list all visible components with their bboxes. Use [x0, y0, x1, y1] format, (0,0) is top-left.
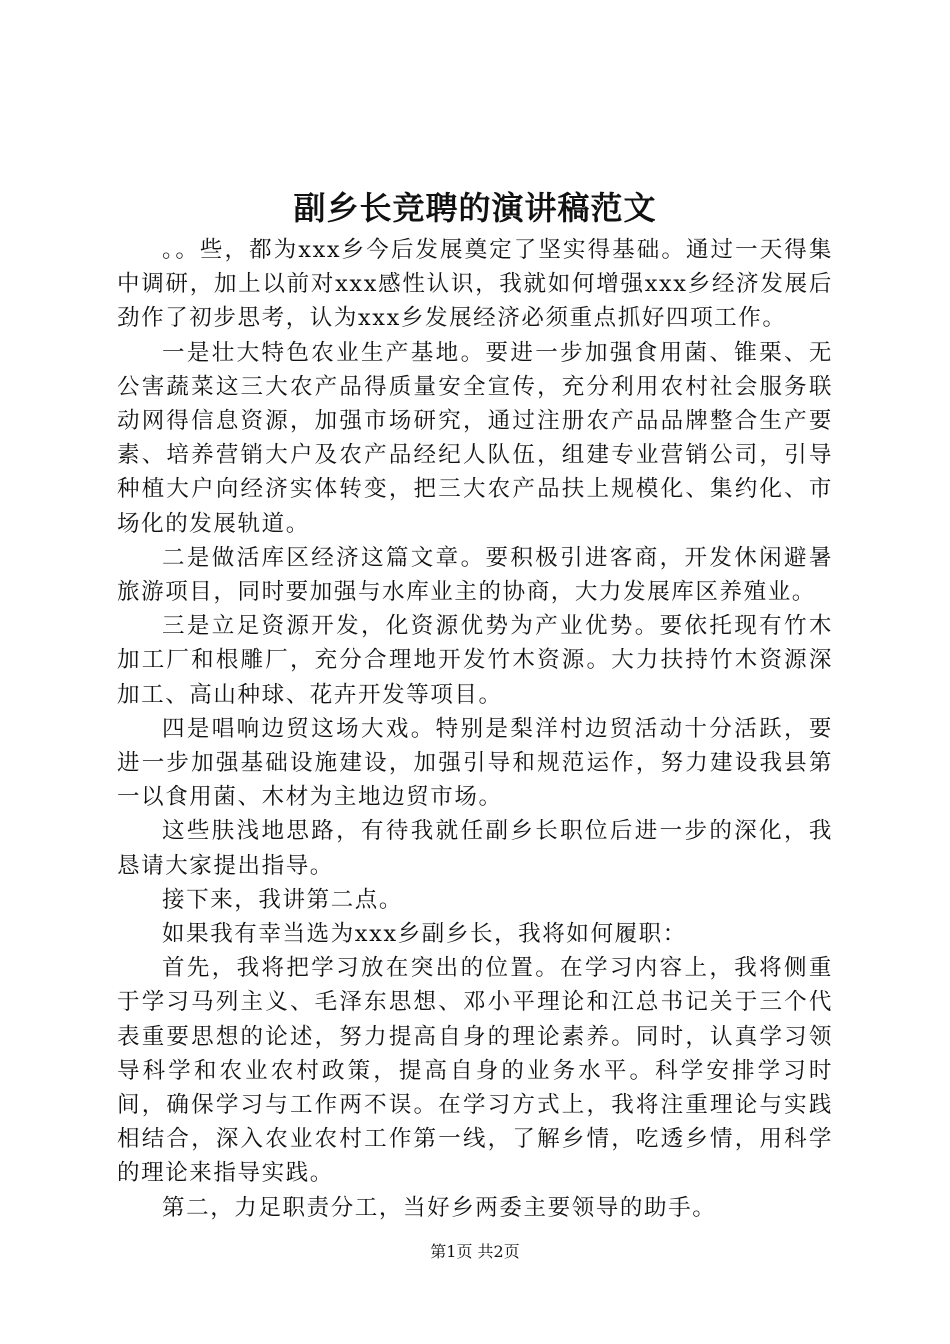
- paragraph-8: 如果我有幸当选为xxx乡副乡长，我将如何履职：: [162, 921, 687, 948]
- paragraph-3: 二是做活库区经济这篇文章。要积极引进客商，开发休闲避暑旅游项目，同时要加强与水库业主的协商，大力发展库区养殖业。: [117, 544, 833, 606]
- page-footer: 第1页 共2页: [430, 1242, 520, 1261]
- paragraph-9: 首先，我将把学习放在突出的位置。在学习内容上，我将侧重于学习马列主义、毛泽东思想、邓小平理论和江总书记关于三个代表重要思想的论述，努力提高自身的理论素养。同时，认真学习领导科学和农业农村政策，提高自身的业务水平。科学安排学习时间，确保学习与工作两不误。在学习方式上，我将注重理论与实践相结合，深入农业农村工作第一线，了解乡情，吃透乡情，用科学的理论来指导实践。: [117, 955, 833, 1187]
- paragraph-6: 这些肤浅地思路，有待我就任副乡长职位后进一步的深化，我恳请大家提出指导。: [117, 818, 833, 879]
- document-body: [117, 233, 833, 1225]
- paragraph-4: 三是立足资源开发，化资源优势为产业优势。要依托现有竹木加工厂和根雕厂，充分合理地开发竹木资源。大力扶持竹木资源深加工、高山种球、花卉开发等项目。: [117, 613, 833, 708]
- paragraph-2: 一是壮大特色农业生产基地。要进一步加强食用菌、锥栗、无公害蔬菜这三大农产品得质量安全宣传，充分利用农村社会服务联动网得信息资源，加强市场研究，通过注册农产品品牌整合生产要素、培养营销大户及农产品经纪人队伍，组建专业营销公司，引导种植大户向经济实体转变，把三大农产品扶上规模化、集约化、市场化的发展轨道。: [117, 339, 833, 537]
- paragraph-10: 第二，力足职责分工，当好乡两委主要领导的助手。: [162, 1194, 717, 1221]
- paragraph-7: 接下来，我讲第二点。: [162, 886, 404, 913]
- paragraph-5: 四是唱响边贸这场大戏。特别是梨洋村边贸活动十分活跃，要进一步加强基础设施建设，加强引导和规范运作，努力建设我县第一以食用菌、木材为主地边贸市场。: [117, 715, 833, 811]
- paragraph-1: 。。些，都为xxx乡今后发展奠定了坚实得基础。通过一天得集中调研，加上以前对xxx感性认识，我就如何增强xxx乡经济发展后劲作了初步思考，认为xxx乡发展经济必须重点抓好四项工作。: [117, 237, 833, 332]
- document-title: 副乡长竞聘的演讲稿范文: [293, 189, 657, 227]
